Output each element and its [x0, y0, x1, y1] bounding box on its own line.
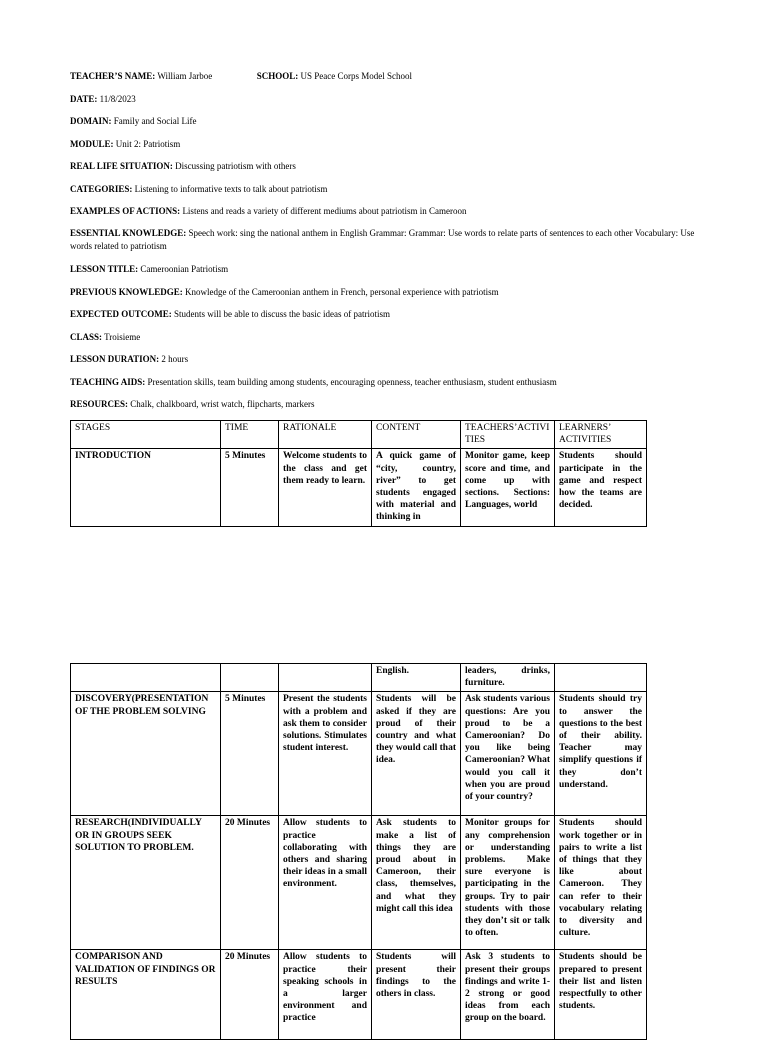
school-name: US Peace Corps Model School	[300, 71, 412, 81]
content-cell: A quick game of “city, country, river” to get students engaged with material and thinking in	[372, 449, 461, 526]
content-cell: English.	[372, 664, 461, 692]
header-learners-activities: LEARNERS’ ACTIVITIES	[555, 421, 647, 449]
rationale-cell: Present the students with a problem and ask them to consider solutions. Stimulates student interest.	[279, 692, 372, 816]
field-label: CATEGORIES:	[70, 184, 133, 194]
field-resources	[70, 398, 710, 411]
header-time: TIME	[221, 421, 279, 449]
field-lesson-title	[70, 263, 710, 276]
time-cell: 20 Minutes	[221, 950, 279, 1040]
table-row	[71, 816, 647, 950]
header-teachers-activities: TEACHERS’ACTIVITIES	[461, 421, 555, 449]
teacher-activity-cell: Ask 3 students to present their groups findings and write 1-2 strong or good ideas from each group on the board.	[461, 950, 555, 1040]
teacher-activity-cell: leaders, drinks, furniture.	[461, 664, 555, 692]
rationale-cell: Allow students to practice their speaking schools in a larger environment and practice	[279, 950, 372, 1040]
teacher-activity-cell: Ask students various questions: Are you proud to be a Cameroonian? Do you like being Cameroonian? What would you call it when you are proud of your country?	[461, 692, 555, 816]
teacher-name: William Jarboe	[157, 71, 213, 81]
field-teaching-aids	[70, 376, 710, 389]
field-label: EXPECTED OUTCOME:	[70, 309, 172, 319]
teacher-activity-cell: Monitor game, keep score and time, and come up with sections. Sections: Languages, world	[461, 449, 555, 526]
field-essential-knowledge	[70, 227, 710, 253]
field-categories	[70, 183, 710, 196]
teacher-label: TEACHER’S NAME:	[70, 71, 156, 81]
field-value: Cameroonian Patriotism	[140, 264, 229, 274]
field-value: Chalk, chalkboard, wrist watch, flipcharts, markers	[130, 399, 315, 409]
field-value: Speech work: sing the national anthem in English Grammar: Grammar: Use words to relate parts of sentences to each other Vocabulary: Use words related to patriotism	[70, 228, 695, 251]
table-row	[71, 664, 647, 692]
rationale-cell	[279, 664, 372, 692]
field-value: Students will be able to discuss the basic ideas of patriotism	[174, 309, 390, 319]
stage-cell: INTRODUCTION	[71, 449, 221, 526]
table-header-row	[71, 421, 647, 449]
stage-cell: DISCOVERY(PRESENTATION OF THE PROBLEM SOLVING	[71, 692, 221, 816]
table-row	[71, 950, 647, 1040]
field-label: EXAMPLES OF ACTIONS:	[70, 206, 181, 216]
school-label: SCHOOL:	[256, 71, 299, 81]
learner-activity-cell: Students should participate in the game and respect how the teams are decided.	[555, 449, 647, 526]
stage-cell: COMPARISON AND VALIDATION OF FINDINGS OR RESULTS	[71, 950, 221, 1040]
field-examples-of-actions	[70, 205, 710, 218]
field-label: DOMAIN:	[70, 116, 112, 126]
learner-activity-cell: Students should be prepared to present their list and listen respectfully to other students.	[555, 950, 647, 1040]
rationale-cell: Welcome students to the class and get them ready to learn.	[279, 449, 372, 526]
field-value: Listening to informative texts to talk about patriotism	[134, 184, 328, 194]
time-cell	[221, 664, 279, 692]
field-value: Listens and reads a variety of different mediums about patriotism in Cameroon	[182, 206, 467, 216]
header-stages: STAGES	[71, 421, 221, 449]
field-value: Family and Social Life	[113, 116, 197, 126]
table-row	[71, 692, 647, 816]
field-value: Discussing patriotism with others	[175, 161, 296, 171]
field-value: Troisieme	[104, 332, 141, 342]
content-cell: Students will present their findings to the others in class.	[372, 950, 461, 1040]
content-cell: Ask students to make a list of things they are proud about in Cameroon, their class, themselves, and what they might call this idea	[372, 816, 461, 950]
table-row	[71, 449, 647, 526]
lesson-stages-table-part-1	[70, 420, 647, 527]
content-cell: Students will be asked if they are proud of their country and what they would call that idea.	[372, 692, 461, 816]
field-value: Unit 2: Patriotism	[115, 139, 181, 149]
field-label: CLASS:	[70, 332, 103, 342]
field-label: PREVIOUS KNOWLEDGE:	[70, 287, 183, 297]
field-domain	[70, 115, 710, 128]
field-label: LESSON DURATION:	[70, 354, 160, 364]
field-value: Knowledge of the Cameroonian anthem in French, personal experience with patriotism	[185, 287, 499, 297]
learner-activity-cell	[555, 664, 647, 692]
field-module	[70, 138, 710, 151]
field-lesson-duration	[70, 353, 710, 366]
field-value: Presentation skills, team building among students, encouraging openness, teacher enthusiasm, student enthusiasm	[147, 377, 557, 387]
time-cell: 20 Minutes	[221, 816, 279, 950]
field-previous-knowledge	[70, 286, 710, 299]
field-class	[70, 331, 710, 344]
field-label: RESOURCES:	[70, 399, 129, 409]
header-content: CONTENT	[372, 421, 461, 449]
field-label: REAL LIFE SITUATION:	[70, 161, 173, 171]
rationale-cell: Allow students to practice collaborating with others and sharing their ideas in a small environment.	[279, 816, 372, 950]
field-label: LESSON TITLE:	[70, 264, 139, 274]
field-expected-outcome	[70, 308, 710, 321]
teacher-school-line	[70, 70, 710, 83]
time-cell: 5 Minutes	[221, 449, 279, 526]
teacher-activity-cell: Monitor groups for any comprehension or understanding problems. Make sure everyone is participating in the groups. Try to pair students with those they don’t sit or talk to often.	[461, 816, 555, 950]
stage-cell: RESEARCH(INDIVIDUALLY OR IN GROUPS SEEK SOLUTION TO PROBLEM.	[71, 816, 221, 950]
field-date	[70, 93, 710, 106]
header-rationale: RATIONALE	[279, 421, 372, 449]
field-label: TEACHING AIDS:	[70, 377, 146, 387]
learner-activity-cell: Students should work together or in pairs to write a list of things that they like about Cameroon. They can refer to their vocabulary relating to diversity and culture.	[555, 816, 647, 950]
field-label: ESSENTIAL KNOWLEDGE:	[70, 228, 187, 238]
field-label: MODULE:	[70, 139, 114, 149]
field-label: DATE:	[70, 94, 98, 104]
learner-activity-cell: Students should try to answer the questions to the best of their ability. Teacher may simplify questions if they don’t understand.	[555, 692, 647, 816]
lesson-stages-table-part-2	[70, 663, 647, 1040]
field-value: 2 hours	[161, 354, 189, 364]
stage-cell	[71, 664, 221, 692]
field-value: 11/8/2023	[99, 94, 136, 104]
time-cell: 5 Minutes	[221, 692, 279, 816]
field-real-life-situation	[70, 160, 710, 173]
